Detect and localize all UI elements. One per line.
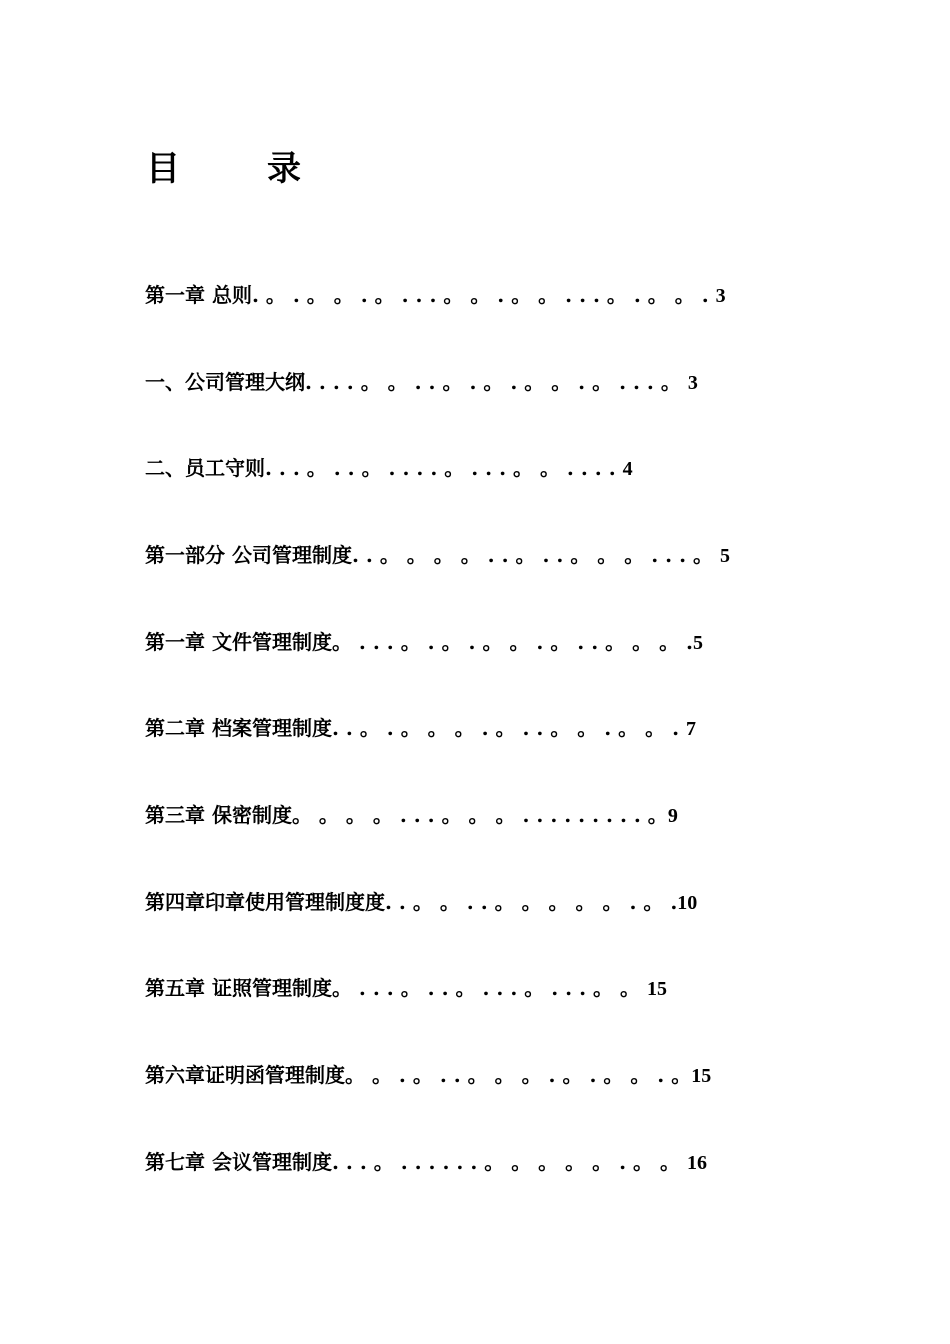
toc-entry-text: 第六章证明函管理制度。 。 . 。 . . 。 。 。 . 。 . 。 。 . 。 [145, 1063, 692, 1087]
toc-entry[interactable] [145, 458, 633, 479]
toc-entry-page: 10 [677, 892, 698, 914]
toc-entry[interactable] [145, 285, 726, 306]
toc-entry-page: 15 [646, 978, 667, 1000]
toc-entry-page: 16 [686, 1152, 707, 1174]
toc-entry[interactable] [145, 978, 667, 999]
toc-entry[interactable] [145, 718, 696, 739]
toc-entry[interactable] [145, 632, 703, 653]
toc-title-char-2: 录 [267, 149, 301, 189]
toc-entry-text: 第四章印章使用管理制度度. . 。 。 . . 。 。 。 。 。 . 。 . [145, 890, 678, 914]
toc-entry[interactable] [145, 1065, 711, 1086]
toc-entry-page: 7 [686, 718, 697, 740]
toc-entry[interactable] [145, 372, 698, 393]
toc-title [146, 149, 301, 189]
toc-entry-text: 第五章 证照管理制度。 . . . 。 . . 。 . . . 。 . . . 。 。 [145, 976, 647, 1000]
toc-entry-text: 第一章 文件管理制度。 . . . 。 . 。 . 。 。 . 。 . . 。 。 。 . [145, 630, 693, 654]
toc-entry-page: 5 [693, 632, 703, 654]
toc-entry-page: 15 [691, 1065, 712, 1087]
toc-entry-page: 9 [667, 805, 678, 827]
toc-entry-page: 5 [719, 545, 730, 567]
toc-entry[interactable] [145, 892, 697, 913]
toc-entry-text: 第七章 会议管理制度. . . 。 . . . . . . 。 。 。 。 。 . 。 。 [145, 1150, 687, 1174]
toc-entry-text: 二、员工守则. . . 。 . . 。 . . . . 。 . . . 。 。 . . . . [145, 456, 623, 480]
toc-entry[interactable] [145, 545, 730, 566]
toc-entry-text: 一、公司管理大纲. . . . 。 。 . . 。 . 。 . 。 。 . 。 . . . 。 [145, 370, 688, 394]
toc-entry-page: 3 [687, 372, 698, 394]
toc-entry-page: 4 [622, 458, 633, 480]
toc-entry[interactable] [145, 1152, 707, 1173]
toc-title-char-1: 目 [146, 149, 180, 189]
toc-entry-text: 第三章 保密制度。 。 。 。 . . . 。 。 。 . . . . . . . . . 。 [145, 803, 668, 827]
toc-entry[interactable] [145, 805, 678, 826]
toc-entry-text: 第一部分 公司管理制度. . 。 。 。 。 . . 。 . . 。 。 。 . . . 。 [145, 543, 720, 567]
toc-entry-text: 第二章 档案管理制度. . 。 . 。 。 。 . 。 . . 。 。 . 。 。 . [145, 716, 687, 740]
toc-entry-page: 3 [715, 285, 726, 307]
toc-entry-text: 第一章 总则. 。 . 。 。 . 。 . . . 。 。 . 。 。 . . . 。 . 。 。 . [145, 283, 716, 307]
